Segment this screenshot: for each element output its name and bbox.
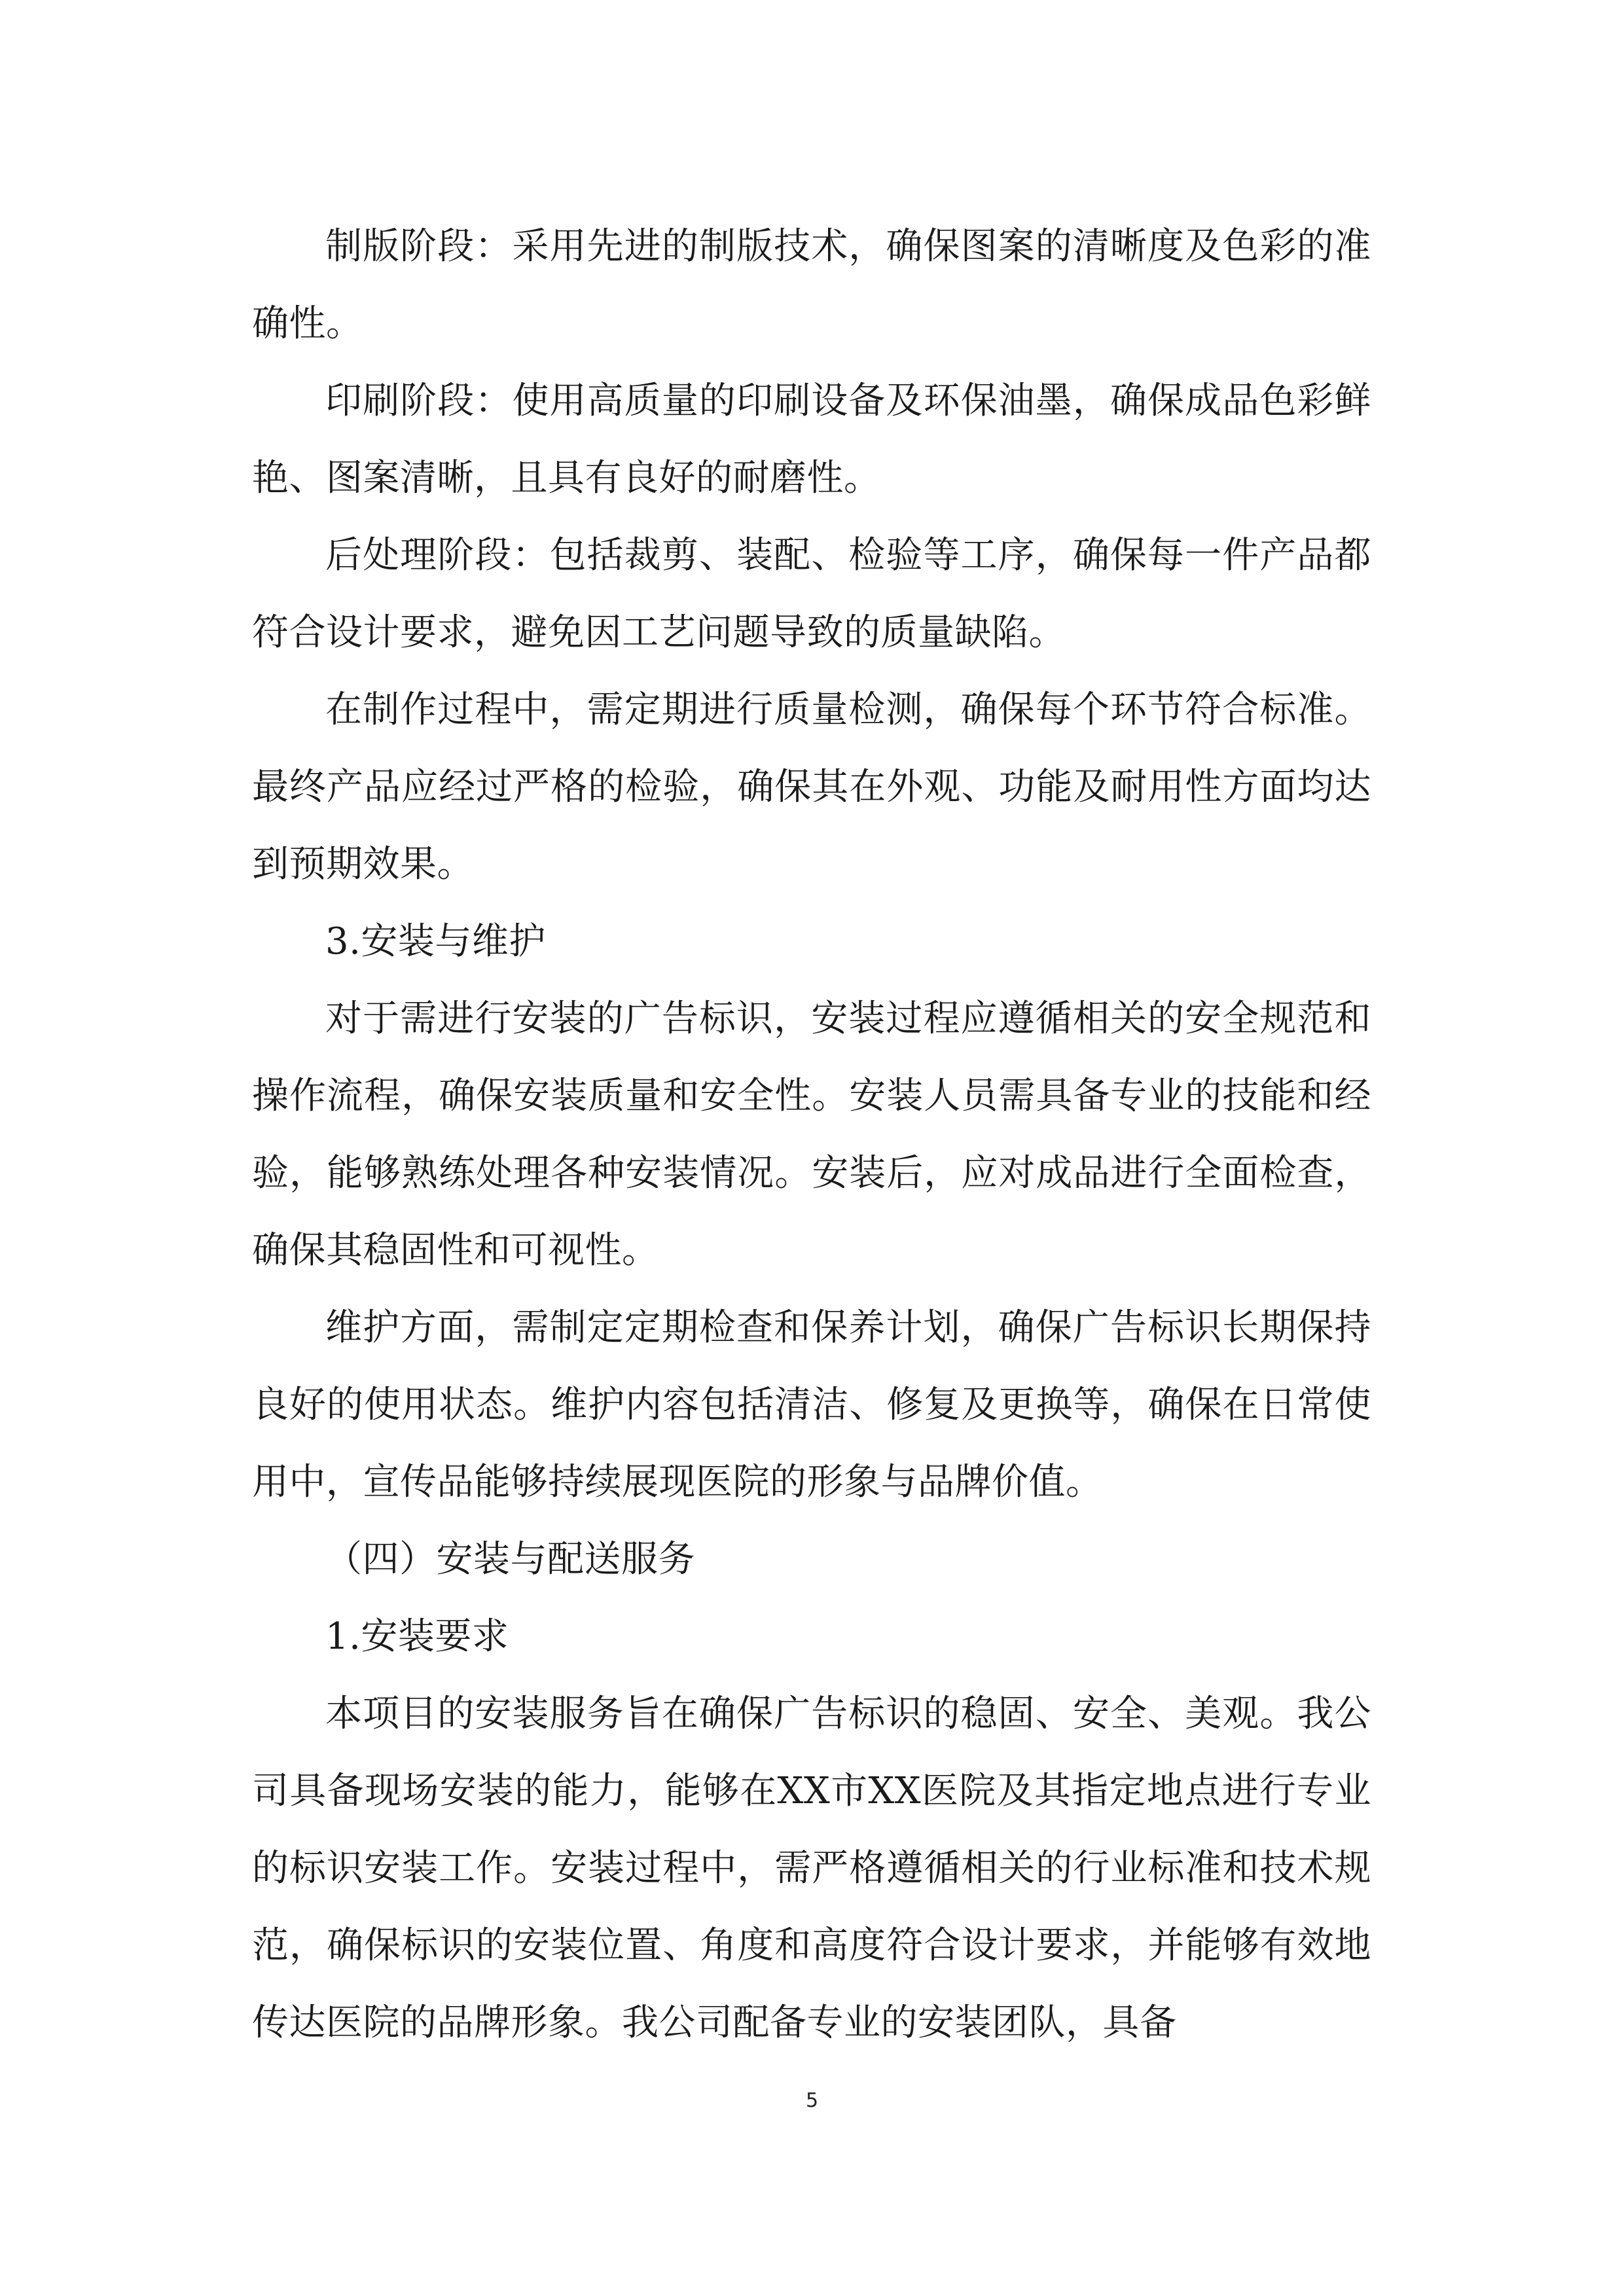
paragraph-maintenance: 维护方面，需制定定期检查和保养计划，确保广告标识长期保持良好的使用状态。维护内容包括清洁、修复及更换等，确保在日常使用中，宣传品能够持续展现医院的形象与品牌价值。: [252, 1306, 1371, 1503]
page-number: 5: [805, 2089, 819, 2112]
section-heading-installation-delivery: （四）安装与配送服务: [325, 1538, 695, 1581]
section-heading-installation-maintenance: 3.安装与维护: [325, 920, 546, 963]
section-heading-installation-requirements: 1.安装要求: [325, 1615, 509, 1658]
paragraph-plate-making: 制版阶段：采用先进的制版技术，确保图案的清晰度及色彩的准确性。: [252, 225, 1371, 345]
paragraph-installation: 对于需进行安装的广告标识，安装过程应遵循相关的安全规范和操作流程，确保安装质量和安全性。安装人员需具备专业的技能和经验，能够熟练处理各种安装情况。安装后，应对成品进行全面检查，确保其稳固性和可视性。: [252, 997, 1371, 1272]
document-body: [252, 208, 1371, 2062]
paragraph-quality-inspection: 在制作过程中，需定期进行质量检测，确保每个环节符合标准。最终产品应经过严格的检验，确保其在外观、功能及耐用性方面均达到预期效果。: [252, 689, 1371, 886]
paragraph-printing: 印刷阶段：使用高质量的印刷设备及环保油墨，确保成品色彩鲜艳、图案清晰，且具有良好的耐磨性。: [252, 380, 1371, 499]
paragraph-post-processing: 后处理阶段：包括裁剪、装配、检验等工序，确保每一件产品都符合设计要求，避免因工艺问题导致的质量缺陷。: [252, 534, 1371, 654]
paragraph-installation-requirements: 本项目的安装服务旨在确保广告标识的稳固、安全、美观。我公司具备现场安装的能力，能够在XX市XX医院及其指定地点进行专业的标识安装工作。安装过程中，需严格遵循相关的行业标准和技术规范，确保标识的安装位置、角度和高度符合设计要求，并能够有效地传达医院的品牌形象。我公司配备专业的安装团队，具备: [252, 1693, 1371, 2044]
